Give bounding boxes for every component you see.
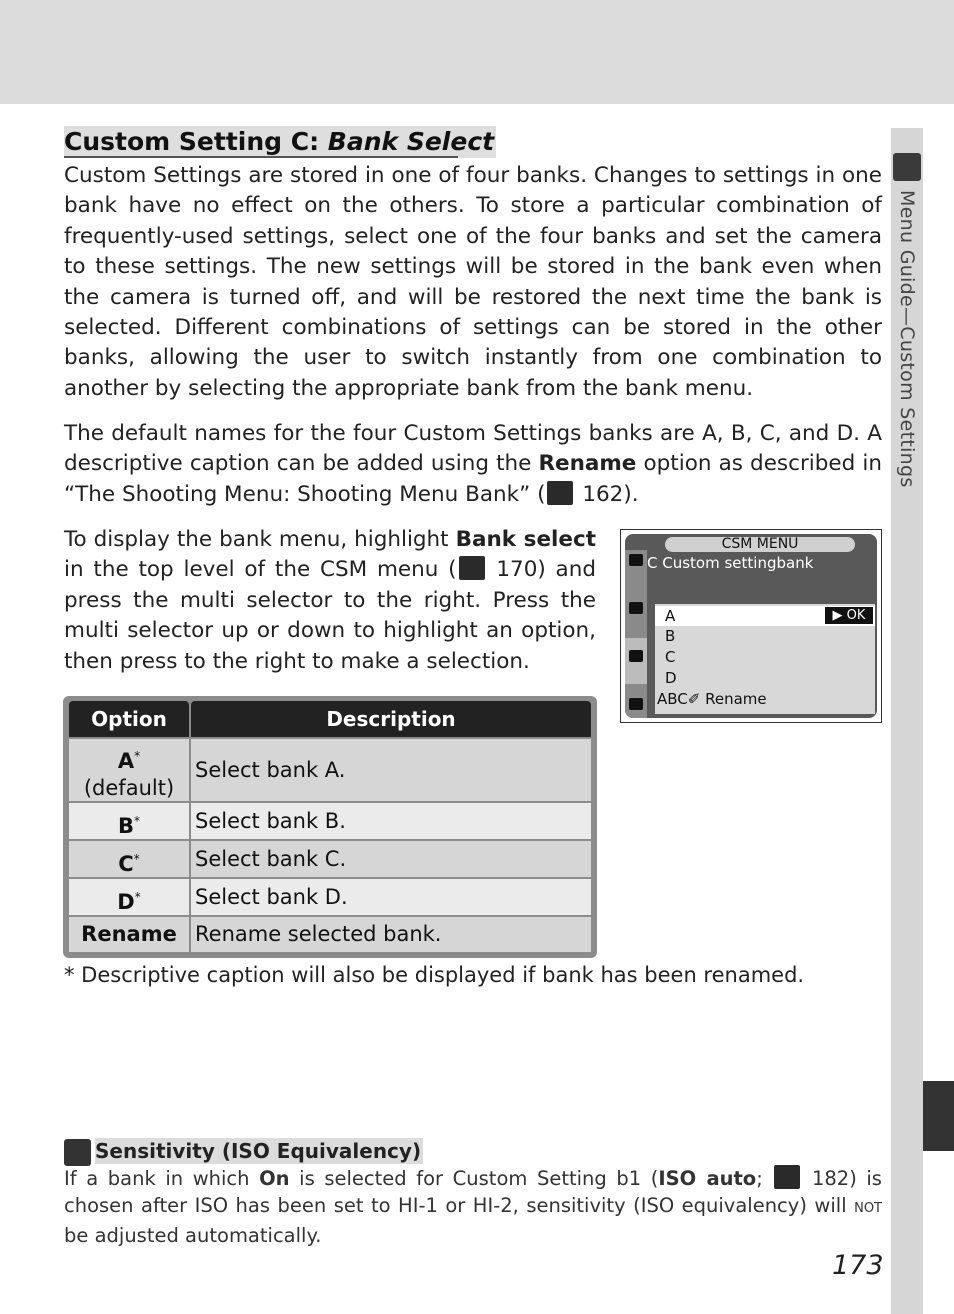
title-underline: [64, 156, 458, 158]
para2-text-a: The default names for the four Custom Settings banks are A, B, C, and D. A descriptive caption can be added using the: [64, 421, 882, 477]
header-description: Description: [191, 701, 591, 737]
para3-text-c: 170) and press the multi selector to the right. Press the multi selector up or down to highlight an option, then press to the right to make a selection.: [64, 557, 596, 674]
wrench-icon: [629, 698, 643, 710]
note-body: If a bank in which On is selected for Custom Setting b1 (ISO auto; 182) is chosen after ISO has been set to HI-1 or HI-2, sensitivity (ISO equivalency) will NOT be adjusted automatically.: [64, 1167, 882, 1247]
para3-bank-select: Bank select: [455, 527, 597, 552]
camera-screen-figure: [620, 529, 882, 723]
bank-item-c[interactable]: C: [665, 648, 676, 666]
playback-icon: [629, 554, 643, 566]
table-row-description: Rename selected bank.: [191, 917, 591, 952]
menu-tab-strip: [625, 550, 647, 718]
ok-indicator: ▶ OK: [825, 607, 873, 624]
header-band: [0, 0, 954, 104]
table-row-option: B*: [69, 803, 189, 839]
bank-item-d[interactable]: D: [665, 669, 677, 687]
pencil-icon: [629, 650, 643, 662]
display-bank-paragraph: [64, 525, 596, 677]
para2-text-b: option as described in “The Shooting Menu: Shooting Menu Bank” (: [64, 451, 882, 507]
table-row-description: Select bank A.: [191, 739, 591, 801]
options-table: [63, 696, 597, 958]
header-option: Option: [69, 701, 189, 737]
para3-text-a: To display the bank menu, highlight: [64, 527, 456, 552]
screen-header: C Custom settingbank: [647, 554, 814, 572]
table-row-option: A* (default): [69, 739, 189, 801]
para2-text-c: 162).: [575, 481, 639, 507]
page-reference-icon: [774, 1165, 800, 1189]
para2-rename: Rename: [538, 451, 637, 477]
chapter-label: Menu Guide—Custom Settings: [896, 190, 918, 488]
bank-list: [655, 604, 875, 714]
table-row-option: D*: [69, 879, 189, 915]
camera-icon: [629, 602, 643, 614]
page-title: [64, 126, 496, 158]
camera-lcd: [625, 534, 877, 718]
table-row-description: Select bank D.: [191, 879, 591, 915]
bank-item-a[interactable]: A ▶ OK: [655, 606, 875, 626]
table-row-description: Select bank B.: [191, 803, 591, 839]
pencil-note-icon: [64, 1139, 91, 1166]
rename-item[interactable]: ABC✐ Rename: [657, 690, 767, 708]
page-reference-icon: [459, 556, 485, 580]
table-row-option: Rename: [69, 917, 189, 952]
note-title: Sensitivity (ISO Equivalency): [95, 1139, 422, 1163]
intro-paragraph: Custom Settings are stored in one of four banks. Changes to settings in one bank have no effect on the others. To store a particular combination of frequently-used settings, select one of the four banks and set the camera to these settings. The new settings will be stored in the bank even when the camera is turned off, and will be restored the next time the bank is selected. Different combinations of settings can be stored in the other banks, allowing the user to switch instantly from one combination to another by selecting the appropriate bank from the bank menu.: [64, 163, 882, 401]
page-number: 173: [832, 1250, 884, 1281]
title-italic: Bank Select: [327, 127, 495, 156]
page-reference-icon: [547, 481, 573, 505]
table-row-description: Select bank C.: [191, 841, 591, 877]
table-row-option: C*: [69, 841, 189, 877]
pencil-icon: [893, 153, 921, 181]
table-footnote: * Descriptive caption will also be displayed if bank has been renamed.: [64, 963, 805, 987]
csm-menu-title: CSM MENU: [665, 537, 855, 552]
default-names-paragraph: [64, 419, 882, 510]
title-prefix: Custom Setting C:: [64, 127, 328, 156]
para3-text-b: in the top level of the CSM menu (: [64, 557, 457, 583]
bank-item-b[interactable]: B: [665, 627, 676, 645]
chapter-tab: [923, 1081, 954, 1151]
